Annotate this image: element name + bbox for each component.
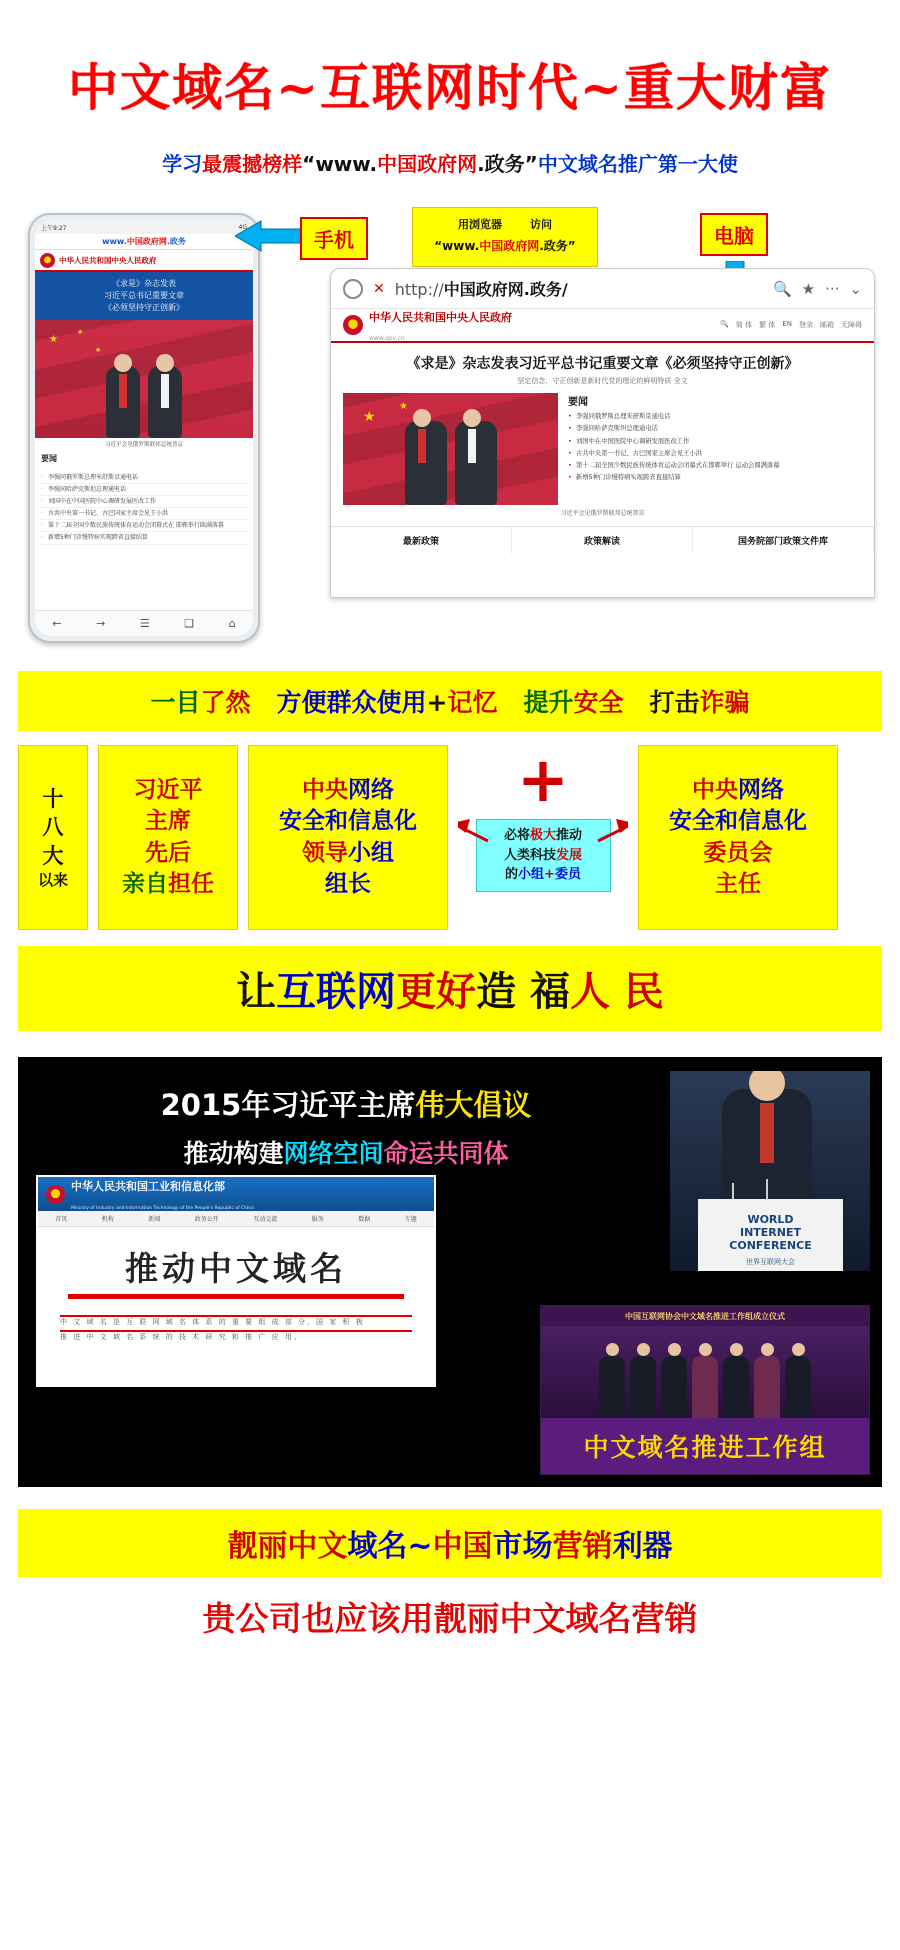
ministry-website-screenshot (36, 1175, 436, 1387)
footer-y-p2: 域名~ (347, 1529, 433, 1564)
nav-item[interactable]: 专题 (404, 1216, 417, 1223)
subtitle (0, 138, 900, 183)
more-icon[interactable]: ··· (825, 279, 840, 298)
chevron-down-icon[interactable]: ⌄ (849, 279, 862, 298)
box-xi-jinping (98, 745, 238, 930)
benefit-1-b: 了然 (200, 688, 251, 717)
browser-toolbar (331, 269, 874, 309)
main-slogan (18, 946, 882, 1031)
workgroup-people (541, 1326, 869, 1418)
podium-en-2: INTERNET (739, 1226, 801, 1240)
desktop-browser-mockup (330, 268, 875, 598)
person-figure (754, 1356, 780, 1418)
phone-photo-caption: 习近平会见俄罗斯联邦总统普京 (104, 442, 184, 448)
slogan-p1: 让 (236, 968, 277, 1015)
star-icon: ★ (95, 346, 102, 354)
star-icon: ★ (363, 409, 376, 425)
benefit-4-a: 打击 (649, 688, 700, 717)
list-item[interactable]: • 古共中央第一书记、古巴国家主席会见王小洪 (568, 448, 862, 460)
box2-line1: 习近平 (133, 777, 203, 804)
collage-title-l2c: 命运共同体 (383, 1139, 509, 1168)
figure-right (455, 421, 497, 505)
nav-item[interactable]: 繁 体 (759, 321, 776, 329)
ministry-name: 中华人民共和国工业和信息化部 (71, 1180, 225, 1193)
star-icon: ★ (77, 328, 84, 336)
cyan-note-box (476, 819, 611, 892)
back-icon[interactable]: ← (52, 617, 62, 630)
star-icon: ★ (399, 401, 408, 412)
nav-item[interactable]: 新闻 (148, 1216, 161, 1223)
phone-headline-line1: 《求是》杂志发表 (112, 279, 176, 288)
box5-line1-a: 中央 (692, 777, 738, 804)
box5-line3: 委员会 (703, 839, 773, 866)
subtitle-part-6: 中文域名推广第一大使 (537, 152, 738, 176)
subtitle-part-2: 最震撼榜样 (202, 152, 303, 176)
figure-left (405, 421, 447, 505)
box2-line4-a: 亲自 (122, 870, 168, 897)
close-icon[interactable]: ✕ (373, 280, 385, 297)
box1-line3: 大 (42, 843, 64, 868)
callout-line2 (413, 237, 597, 254)
devices-demo (0, 183, 900, 653)
footer-y-p1: 靓丽中文 (227, 1529, 348, 1564)
benefit-4-b: 诈骗 (699, 688, 750, 717)
box3-line1 (302, 775, 394, 806)
slogan-p3: 更好 (396, 968, 477, 1015)
phone-url-suffix: .政务 (166, 237, 186, 246)
subtitle-part-3: “www. (302, 152, 378, 176)
ministry-header (38, 1177, 434, 1211)
cyan-line2 (481, 846, 606, 866)
desktop-tabs (331, 526, 874, 554)
collage-title-line2 (46, 1134, 646, 1170)
nav-item[interactable]: 登录 (799, 321, 813, 329)
desktop-gov-header (331, 309, 874, 343)
ministry-text-line1 (60, 1309, 412, 1326)
collage-title (46, 1083, 646, 1170)
phone-screen (35, 220, 253, 636)
menu-icon[interactable]: ☰ (139, 617, 150, 630)
person-figure (723, 1356, 749, 1418)
list-item[interactable]: • 李强同哈萨克斯坦总理通电话 (568, 423, 862, 435)
ministry-nav (38, 1211, 434, 1227)
subtitle-part-5: .政务” (477, 152, 538, 176)
workgroup-caption: 中文域名推进工作组 (541, 1418, 869, 1474)
box3-line2: 安全和信息化 (279, 808, 417, 835)
box3-line3 (302, 838, 394, 869)
benefit-2-plus: + (426, 688, 448, 717)
box3-line1-b: 网络 (348, 777, 394, 804)
box5-line1 (692, 775, 784, 806)
national-emblem-icon (46, 1185, 65, 1204)
nav-item[interactable]: 互动交流 (253, 1216, 278, 1223)
list-item[interactable]: • 刘国中在中国医院中心调研发展医改工作 (568, 436, 862, 448)
desktop-gov-name: 中华人民共和国中央人民政府 (369, 311, 512, 324)
home-icon[interactable]: ⌂ (228, 617, 236, 630)
cyan-l2b: 发展 (556, 847, 583, 863)
cyan-line1 (481, 826, 606, 846)
subtitle-part-1: 学习 (162, 152, 203, 176)
phone-news-photo (35, 320, 253, 438)
podium-en-3: CONFERENCE (729, 1239, 812, 1253)
cyan-l3b: 小组 (518, 867, 545, 882)
page-title: 中文域名~互联网时代~重大财富 (68, 58, 832, 117)
callout-url-cn: 中国政府网 (479, 239, 540, 253)
list-item[interactable]: • 李强同俄罗斯总理米舒斯京通电话 (568, 411, 862, 423)
nav-item[interactable]: 邮箱 (820, 321, 834, 329)
collage-title-l1b: 伟大倡议 (415, 1088, 532, 1122)
nav-item[interactable]: 数据 (358, 1216, 371, 1223)
list-item[interactable]: • 新增5种门诊慢特病实现跨省直接结算 (568, 472, 862, 484)
footer-yellow-strip (18, 1509, 882, 1577)
photo-collage (18, 1057, 882, 1487)
box1-line1: 十 (42, 786, 64, 811)
url-scheme: http:// (394, 280, 444, 299)
slogan-p2: 互联网 (276, 968, 397, 1015)
cyan-l3d: 委员 (554, 867, 581, 882)
footer-y-p4: 市场 (492, 1529, 553, 1564)
plus-and-note (458, 745, 628, 930)
bookmark-icon[interactable]: ★ (801, 279, 816, 298)
box-leading-group (248, 745, 448, 930)
footer-y-p6: 利器 (612, 1529, 673, 1564)
box2-line3: 先后 (145, 839, 191, 866)
list-item[interactable]: · 刘国中在中国医院中心调研发展医改工作 (41, 496, 247, 508)
red-underline (68, 1294, 404, 1299)
box1-line4: 以来 (37, 870, 68, 889)
box5-line2: 安全和信息化 (669, 808, 807, 835)
pc-label: 电脑 (700, 213, 768, 256)
footer-y-p5: 营销 (552, 1529, 613, 1564)
callout-url-suffix: .政务” (539, 239, 576, 253)
conference-photo (670, 1071, 870, 1271)
cyan-l2a: 人类科技 (503, 847, 556, 863)
phone-gov-name: 中华人民共和国中央人民政府 (59, 255, 157, 265)
person-figure (785, 1356, 811, 1418)
nav-item[interactable]: EN (782, 320, 792, 328)
phone-status-signal: 4G (238, 223, 247, 231)
box2-line4 (122, 869, 214, 900)
person-figure (661, 1356, 687, 1418)
podium (698, 1199, 843, 1271)
benefit-3-b: 安全 (573, 688, 624, 717)
nav-item[interactable]: 首页 (55, 1216, 68, 1223)
phone-gov-header (35, 250, 253, 272)
desktop-news-column (568, 393, 862, 505)
desktop-article-subtitle: 坚定信念，守正创新是新时代党的理论的鲜明特质 全文 (517, 377, 688, 385)
forward-icon[interactable]: → (96, 617, 106, 630)
benefit-2-a: 方便群众使用 (276, 688, 427, 717)
phone-url-prefix: www. (102, 237, 127, 246)
benefit-1-a: 一目 (150, 688, 201, 717)
national-emblem-icon (343, 315, 363, 335)
ministry-text-line2 (60, 1324, 412, 1341)
nav-item[interactable]: 无障碍 (841, 321, 862, 329)
slogan-p5: 人 民 (570, 968, 664, 1015)
tab-latest-policy[interactable]: 最新政策 (331, 527, 512, 554)
nav-item[interactable]: 机构 (101, 1216, 114, 1223)
phone-status-bar (35, 220, 253, 234)
benefit-2-b: 记忆 (447, 688, 498, 717)
leadership-boxes (18, 745, 882, 930)
ministry-line2-text: 推 进 中 文 域 名 系 统 的 技 术 研 究 和 推 广 应 用。 (60, 1333, 303, 1341)
cyan-l1b: 极大 (529, 828, 556, 843)
phone-mockup (28, 213, 260, 643)
ministry-line1-text: 中 文 域 名 是 互 联 网 域 名 体 系 的 重 要 组 成 部 分，国 家 积 极 (60, 1318, 365, 1326)
workgroup-banner: 中国互联网协会中文域名推进工作组成立仪式 (541, 1306, 869, 1326)
box2-line2: 主席 (145, 808, 191, 835)
desktop-photo-caption: 习近平会见俄罗斯联邦总统普京 (560, 510, 645, 517)
collage-title-l2a: 推动构建 (183, 1139, 284, 1168)
browser-logo-icon (343, 279, 363, 299)
box3-line3-b: 小组 (348, 839, 394, 866)
callout-url-prefix: “www. (434, 239, 480, 253)
nav-item[interactable]: 服务 (311, 1216, 324, 1223)
desktop-gov-domain: www.gov.cn (369, 335, 405, 342)
list-item[interactable]: · 李强同俄罗斯总理米舒斯京通电话 (41, 472, 247, 484)
desktop-news-photo (343, 393, 558, 505)
podium-text-cn: 世界互联网大会 (746, 1257, 795, 1266)
phone-status-time: 上午9:27 (41, 224, 67, 232)
podium-text-en (698, 1199, 843, 1253)
list-item[interactable]: · 新增5种门诊慢特病实现跨省直接结算 (41, 532, 247, 544)
podium-en-1: WORLD (747, 1213, 794, 1226)
collage-title-line1 (46, 1083, 646, 1124)
phone-headline[interactable] (35, 272, 253, 320)
phone-browser-nav (35, 610, 253, 636)
figure-left (106, 366, 140, 438)
star-icon: ★ (49, 334, 58, 345)
collage-title-l1a: 2015年习近平主席 (160, 1088, 416, 1122)
phone-news-list (35, 472, 253, 545)
list-item[interactable]: · 第十二届全国少数民族传统体育运动会闭幕式在 邯郸举行圆满落幕 (41, 520, 247, 532)
benefits-strip (18, 671, 882, 731)
box5-line1-b: 网络 (738, 777, 784, 804)
list-item[interactable]: · 古共中央第一书记、古巴国家主席会见王小洪 (41, 508, 247, 520)
nav-item[interactable]: 政务公开 (194, 1216, 219, 1223)
phone-headline-line3: 《必须坚持守正创新》 (104, 303, 184, 312)
workgroup-photo (540, 1305, 870, 1475)
url-chinese-domain: 中国政府网 (443, 280, 524, 299)
phone-headline-line2: 习近平总书记重要文章 (104, 291, 184, 300)
national-emblem-icon (40, 253, 55, 268)
plus-sign: + (517, 743, 569, 816)
tab-policy-interpretation[interactable]: 政策解读 (512, 527, 693, 554)
figure-right (148, 366, 182, 438)
phone-label: 手机 (300, 217, 368, 260)
top-banner (0, 0, 900, 138)
person-figure (692, 1356, 718, 1418)
desktop-topnav (720, 320, 862, 330)
arrow-to-phone-icon (235, 219, 305, 253)
cyan-l1c: 推动 (556, 828, 583, 843)
url-suffix: .政务/ (523, 280, 568, 299)
cyan-line3 (481, 865, 606, 885)
list-item[interactable]: • 第十二届全国少数民族传统体育运动会闭幕式在邯郸举行 运动会圆满落幕 (568, 460, 862, 472)
desktop-news-heading: 要闻 (568, 397, 588, 408)
photo-figures (106, 366, 182, 438)
box5-line4: 主任 (715, 870, 761, 897)
desktop-body (331, 393, 874, 505)
slogan-p4: 造 福 (476, 968, 570, 1015)
tab-policy-library[interactable]: 国务院部门政策文件库 (693, 527, 874, 554)
phone-url-cn: 中国政府网 (126, 237, 167, 246)
ministry-highlight-text: 推动中文域名 (125, 1249, 347, 1288)
tabs-icon[interactable]: ❑ (184, 617, 195, 630)
browser-instruction-callout (412, 207, 598, 267)
desktop-article-title[interactable]: 《求是》杂志发表习近平总书记重要文章《必须坚持守正创新》 (406, 356, 799, 372)
photo-figures (405, 421, 497, 505)
box3-line4: 组长 (325, 870, 371, 897)
nav-item[interactable]: 简 体 (735, 321, 753, 329)
phone-address-bar[interactable] (35, 234, 253, 250)
phone-section-title: 要闻 (41, 454, 57, 463)
person-figure (599, 1356, 625, 1418)
footer-red-text: 贵公司也应该用靓丽中文域名营销 (202, 1599, 698, 1638)
ministry-name-en: Ministry of Industry and Information Technology of the People's Republic of China (71, 1206, 254, 1211)
collage-title-l2b: 网络空间 (283, 1139, 384, 1168)
cyan-l3c: + (544, 867, 555, 882)
footer-y-p3: 中国 (432, 1529, 493, 1564)
box2-line4-b: 担任 (168, 870, 214, 897)
box1-line2: 八 (42, 815, 64, 840)
box3-line3-a: 领导 (302, 839, 348, 866)
list-item[interactable]: · 李强同哈萨克斯坦总理通电话 (41, 484, 247, 496)
cyan-l3a: 的 (505, 867, 519, 882)
ministry-body-text (38, 1309, 434, 1341)
cyan-l1a: 必将 (503, 828, 530, 843)
search-icon[interactable]: 🔍 (772, 279, 792, 298)
benefit-3-a: 提升 (523, 688, 574, 717)
subtitle-part-4: 中国政府网 (377, 152, 478, 176)
box-committee (638, 745, 838, 930)
callout-use-browser: 用浏览器 (458, 218, 502, 231)
browser-address-bar[interactable] (395, 277, 763, 300)
person-figure (630, 1356, 656, 1418)
callout-visit: 访问 (530, 218, 552, 231)
fade-overlay (331, 575, 874, 597)
search-icon[interactable]: 🔍 (720, 320, 729, 328)
box3-line1-a: 中央 (302, 777, 348, 804)
callout-line1 (413, 216, 597, 232)
box-since-18th-congress (18, 745, 88, 930)
